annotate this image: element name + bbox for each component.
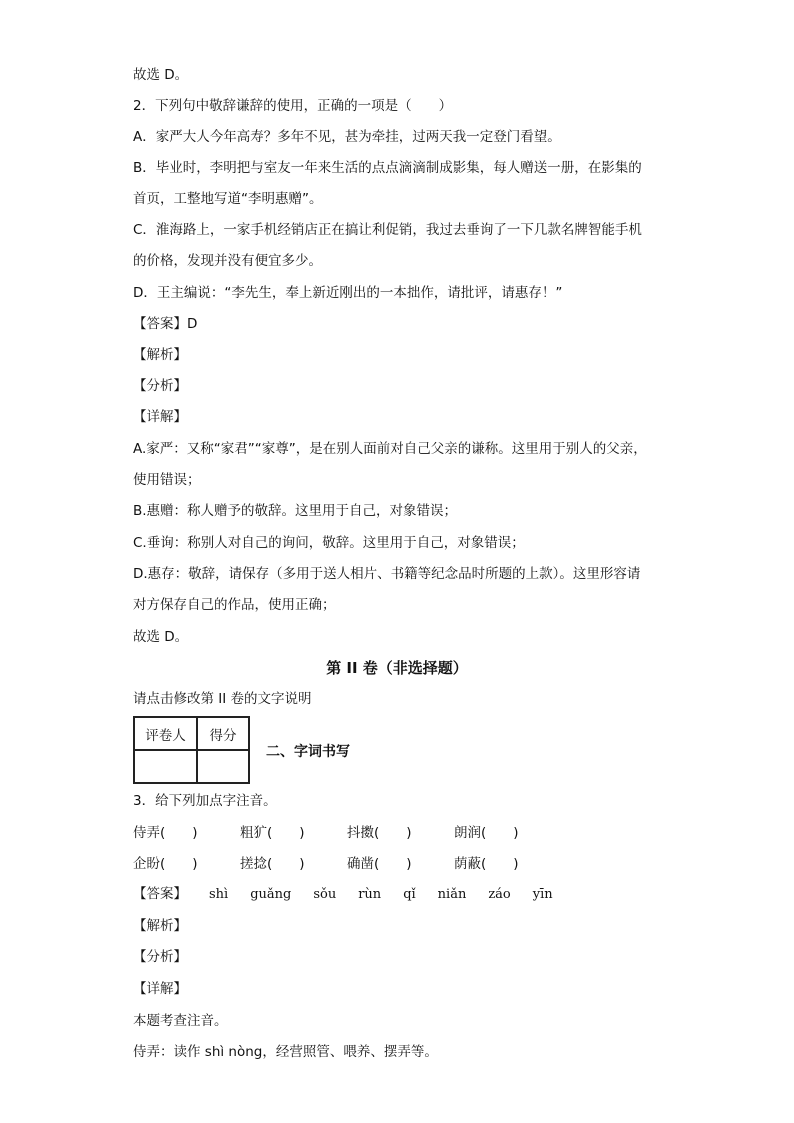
option-b-cont: 首页，工整地写道“李明惠赠”。 <box>133 191 323 207</box>
blank-item: 侍弄( ) <box>133 825 198 841</box>
pinyin: guǎng <box>250 887 292 902</box>
analysis-sub-label: 【分析】 <box>133 949 187 965</box>
answer-pinyin-row <box>133 884 553 905</box>
conclusion: 故选 D。 <box>133 629 189 645</box>
detail-text: 本题考查注音。 <box>133 1013 228 1029</box>
blank-item: 搓捻( ) <box>240 856 305 872</box>
section-heading: 二、字词书写 <box>266 744 350 760</box>
pinyin: rùn <box>358 887 382 902</box>
part-note[interactable]: 请点击修改第 II 卷的文字说明 <box>133 691 312 707</box>
grader-cell <box>134 750 197 783</box>
detail-b: B.惠赠：称人赠予的敬辞。这里用于自己，对象错误； <box>133 503 458 519</box>
analysis-sub-label: 【分析】 <box>133 378 187 394</box>
score-table <box>133 716 250 784</box>
analysis-label: 【解析】 <box>133 347 187 363</box>
detail-d-cont: 对方保存自己的作品，使用正确； <box>133 597 336 613</box>
question-3-stem: 3．给下列加点字注音。 <box>133 793 277 809</box>
pinyin: sǒu <box>313 887 337 902</box>
blank-item: 朗润( ) <box>454 825 519 841</box>
score-cell <box>197 750 249 783</box>
pinyin: qǐ <box>403 887 416 902</box>
analysis-label: 【解析】 <box>133 918 187 934</box>
blank-item: 确凿( ) <box>347 856 412 872</box>
question-2-stem: 2．下列句中敬辞谦辞的使用，正确的一项是（ ） <box>133 98 453 114</box>
text-line: 故选 D。 <box>133 67 189 83</box>
blank-item: 企盼( ) <box>133 856 198 872</box>
blank-item: 抖擞( ) <box>347 825 412 841</box>
pinyin: shì <box>209 887 229 902</box>
option-c: C．淮海路上，一家手机经销店正在搞让利促销，我过去垂询了一下几款名牌智能手机 <box>133 222 642 238</box>
detail-label: 【详解】 <box>133 981 187 997</box>
pinyin: yīn <box>532 887 553 902</box>
detail-c: C.垂询：称别人对自己的询问，敬辞。这里用于自己，对象错误； <box>133 535 525 551</box>
detail-a-cont: 使用错误； <box>133 472 201 488</box>
option-a: A．家严大人今年高寿？多年不见，甚为牵挂，过两天我一定登门看望。 <box>133 129 561 145</box>
detail-label: 【详解】 <box>133 409 187 425</box>
blank-item: 荫蔽( ) <box>454 856 519 872</box>
score-header: 得分 <box>197 717 249 750</box>
detail-a: A.家严：又称“家君”“家尊”，是在别人面前对自己父亲的谦称。这里用于别人的父亲， <box>133 441 647 457</box>
answer-label: 【答案】 <box>133 886 187 902</box>
grader-header: 评卷人 <box>134 717 197 750</box>
detail-d: D.惠存：敬辞，请保存（多用于送人相片、书籍等纪念品时所题的上款）。这里形容请 <box>133 566 641 582</box>
option-d: D．王主编说：“李先生，奉上新近刚出的一本拙作，请批评，请惠存！” <box>133 285 563 301</box>
option-b: B．毕业时，李明把与室友一年来生活的点点滴滴制成影集，每人赠送一册，在影集的 <box>133 160 642 176</box>
blank-item: 粗犷( ) <box>240 825 305 841</box>
answer-label: 【答案】D <box>133 316 198 332</box>
pinyin: záo <box>488 887 511 902</box>
detail-text: 侍弄：读作 shì nòng，经营照管、喂养、摆弄等。 <box>133 1044 438 1060</box>
pinyin: niǎn <box>437 887 467 902</box>
option-c-cont: 的价格，发现并没有便宜多少。 <box>133 253 322 269</box>
part-title: 第 II 卷（非选择题） <box>326 659 468 677</box>
